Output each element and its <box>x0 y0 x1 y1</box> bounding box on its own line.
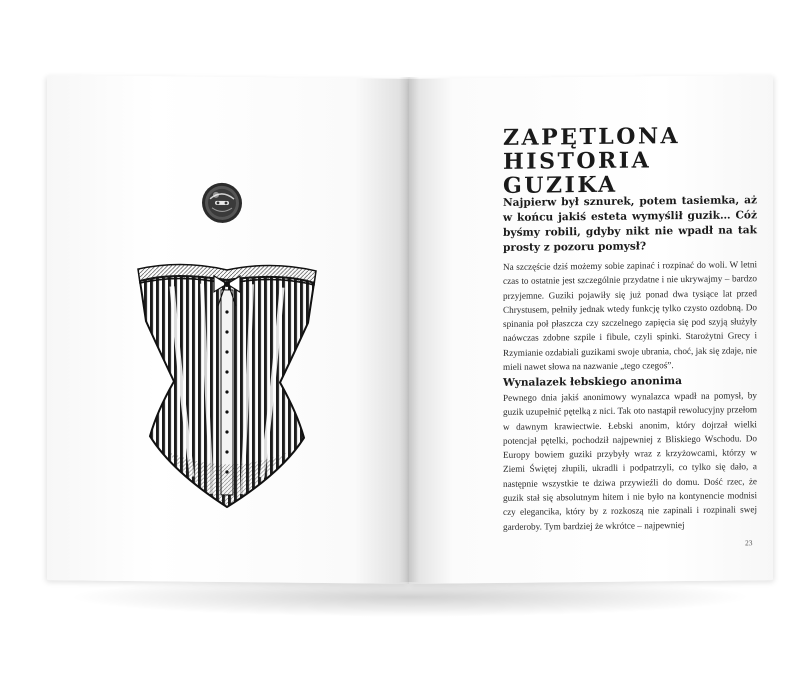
lead-paragraph: Najpierw był sznurek, potem tasiemka, aż w końcu jakiś esteta wymyślił guzik… Cóż byśmy robili, gdyby nikt nie wpadł na tak prosty z pozoru pomysł? <box>503 194 757 254</box>
page-number: 23 <box>745 538 753 548</box>
vintage-corset-illustration <box>132 261 322 513</box>
left-page <box>47 75 409 584</box>
chapter-title: ZAPĘTLONA HISTORIA GUZIKA <box>503 123 681 199</box>
vintage-button-illustration <box>200 181 244 225</box>
body-paragraph-2: Pewnego dnia jakiś anonimowy wynalazca wpadł na pomysł, by guzik uzupełnić pętelką z nici. Tak oto nastąpił rewolucyjny przełom w dawnym krawiectwie. Łebski anonim, który dojrzał wielki potencjał pętelki, pochodził najpewniej z Bliskiego Wschodu. Do Europy bowiem guziki przybyły wraz z krzyżowcami, którzy w Ziemi Świętej złupili, ukradli i podpatrzyli, co tylko się dało, a następnie wszystkie te dziwa przywieźli do domu. Dość rzec, że guzik stał się absolutnym hitem i nie było na kontynencie modnisi czy elegancika, który by z rozkoszą nie zapinali i rozpinali swej garderoby. Tym bardziej że wkrótce – najpewniej <box>503 390 757 532</box>
body-paragraph-1: Na szczęście dziś możemy sobie zapinać i rozpinać do woli. W letni czas to ostatnie jest szczególnie przydatne i nie ukrywajmy – bardzo przyjemne. Guziki pojawiły się już ponad dwa tysiące lat przed Chrystusem, pełniły jednak wtedy funkcję tylko czysto ozdobną. Do spinania poł płaszcza czy szczelnego zapięcia się pod szyją służyły naówczas zdobne szpile i fibule, czyli spinki. Starożytni Grecy i Rzymianie ozdabiali guzikami swoje ubrania, choć, jak się zdaje, nie mieli nawet słowa na nazwanie „tego czegoś”. <box>503 259 757 372</box>
right-page <box>409 75 773 584</box>
book-gutter <box>399 77 419 582</box>
section-subheading: Wynalazek łebskiego anonima <box>503 375 682 389</box>
open-book <box>47 77 773 590</box>
